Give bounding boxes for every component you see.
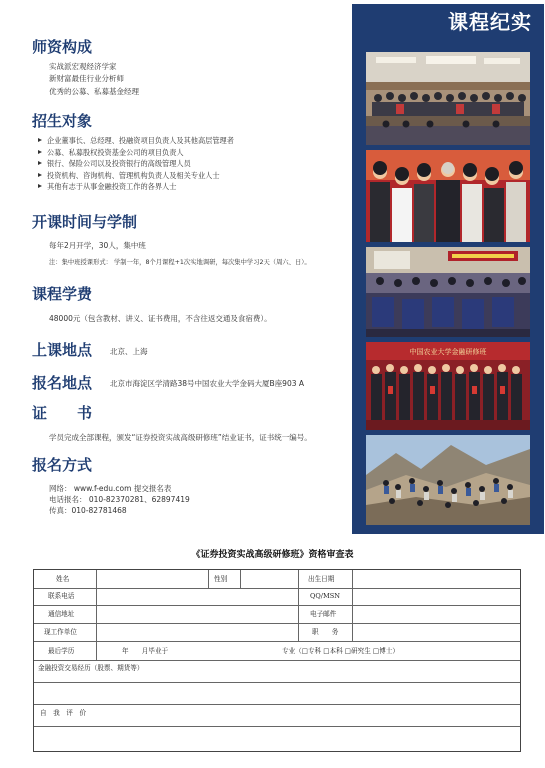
classroom-photo xyxy=(366,52,530,145)
fee-heading: 课程学费 xyxy=(32,285,93,303)
schedule-note: 注：集中班授课形式： 学制一年，8个月课程+1次实地调研，每次集中学习2天（周六、日）。 xyxy=(49,259,311,266)
register-place-heading: 报名地点 xyxy=(32,374,93,392)
position-label: 职 务 xyxy=(312,628,339,636)
phone-field[interactable] xyxy=(97,589,297,604)
address-field[interactable] xyxy=(97,606,297,622)
name-field[interactable] xyxy=(97,571,207,587)
list-item: 投资机构、咨询机构、管理机构负责人及相关专业人士 xyxy=(37,170,234,182)
apply-web: 网络： www.f-edu.com 提交报名表 xyxy=(49,484,172,493)
list-item: 企业董事长、总经理、投融资项目负责人及其他高层管理者 xyxy=(37,135,234,147)
address-label: 通信地址 xyxy=(48,610,75,618)
banner-text: 中国农业大学金融研修班 xyxy=(409,348,487,356)
position-field[interactable] xyxy=(353,624,519,640)
venue-text: 北京、上海 xyxy=(110,347,148,356)
experience-field[interactable] xyxy=(35,683,519,703)
faculty-heading: 师资构成 xyxy=(32,38,93,56)
self-evaluation-field[interactable] xyxy=(35,727,519,749)
apply-phone: 电话报名： 010-82370281、62897419 xyxy=(49,495,190,504)
apply-heading: 报名方式 xyxy=(32,456,93,474)
graduation-label: 年 月毕业于 xyxy=(122,647,169,655)
email-label: 电子邮件 xyxy=(310,610,337,618)
form-title: 《证券投资实战高级研修班》资格审查表 xyxy=(191,550,354,560)
lecture-hall-photo xyxy=(366,247,530,337)
phone-label: 联系电话 xyxy=(48,592,75,600)
group-portrait-photo xyxy=(366,150,530,242)
faculty-item: 新财富最佳行业分析师 xyxy=(49,74,124,83)
certificate-text: 学员完成全部课程，颁发“证券投资实战高级研修班”结业证书，证书统一编号。 xyxy=(49,433,312,442)
birth-date-label: 出生日期 xyxy=(308,575,335,583)
qualification-form xyxy=(33,569,521,752)
course-record-title: 课程纪实 xyxy=(448,10,532,34)
register-place-text: 北京市海淀区学清路38号中国农业大学金码大厦B座903 A xyxy=(110,379,305,388)
faculty-item: 实战派宏观经济学家 xyxy=(49,62,117,71)
list-item: 其他有志于从事金融投资工作的各界人士 xyxy=(37,181,234,193)
gender-label: 性别 xyxy=(214,575,228,583)
faculty-item: 优秀的公募、私募基金经理 xyxy=(49,87,139,96)
major-label: 专业（□专科 □本科 □研究生 □博士） xyxy=(282,647,399,655)
apply-fax: 传真：010-82781468 xyxy=(49,506,127,515)
audience-list xyxy=(37,135,234,193)
fee-text: 48000元（包含教材、讲义、证书费用，不含往返交通及食宿费）。 xyxy=(49,314,272,323)
name-label: 姓名 xyxy=(56,575,70,583)
list-item: 银行、保险公司以及投资银行的高级管理人员 xyxy=(37,158,234,170)
qq-msn-label: QQ/MSN xyxy=(310,592,341,600)
employer-label: 现工作单位 xyxy=(44,628,77,636)
mountain-group-photo xyxy=(366,435,530,525)
course-photos-panel xyxy=(352,4,544,534)
list-item: 公募、私募股权投资基金公司的项目负责人 xyxy=(37,147,234,159)
stage-group-photo xyxy=(366,342,530,430)
birth-date-field[interactable] xyxy=(353,571,519,587)
email-field[interactable] xyxy=(353,606,519,622)
schedule-heading: 开课时间与学制 xyxy=(32,213,138,231)
venue-heading: 上课地点 xyxy=(32,341,93,359)
self-evaluation-label: 自 我 评 价 xyxy=(40,709,87,717)
employer-field[interactable] xyxy=(97,624,297,640)
education-label: 最后学历 xyxy=(48,647,75,655)
schedule-line: 每年2月开学，30人，集中班 xyxy=(49,241,146,250)
qq-msn-field[interactable] xyxy=(353,589,519,604)
experience-label: 金融投资交易经历（股票、期货等） xyxy=(38,664,144,672)
audience-heading: 招生对象 xyxy=(32,112,93,130)
gender-field[interactable] xyxy=(241,571,297,587)
certificate-heading: 证 书 xyxy=(32,404,93,422)
